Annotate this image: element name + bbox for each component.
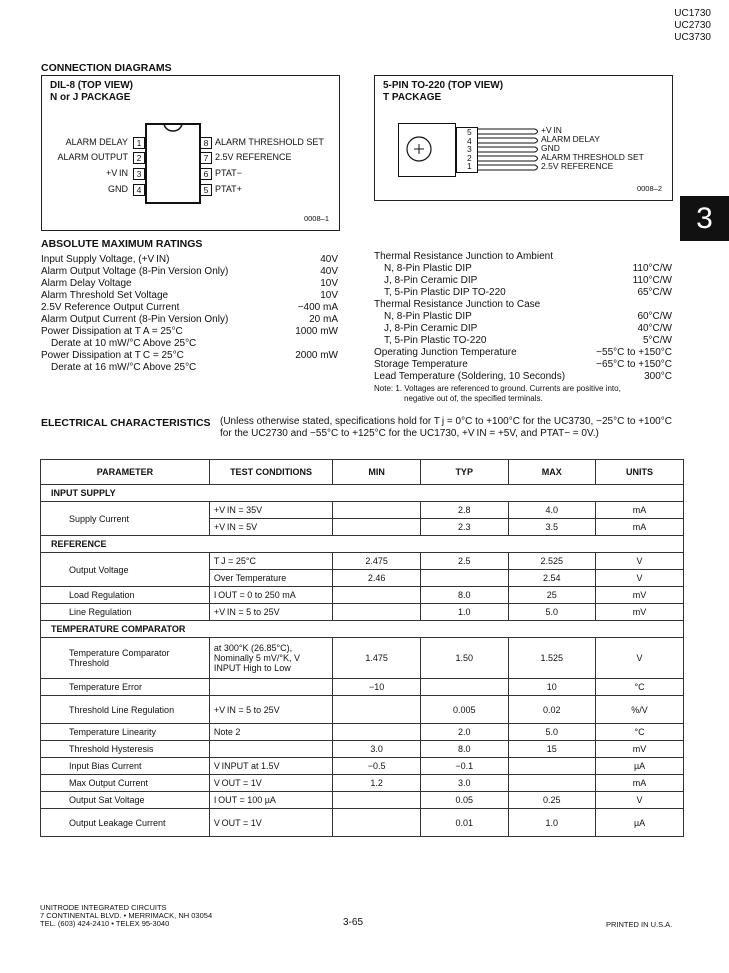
dil8-pin-label: PTAT−	[215, 168, 242, 178]
units-cell: %/V	[596, 696, 684, 724]
rating-value: −65°C to +150°C	[596, 359, 672, 370]
dil8-pin-label: +V IN	[105, 168, 128, 178]
column-header: MIN	[333, 460, 421, 485]
param-cell: Threshold Line Regulation	[41, 696, 210, 724]
company-address	[40, 904, 212, 928]
param-cell: Output Sat Voltage	[41, 792, 210, 809]
rating-label: Alarm Output Current (8-Pin Version Only)	[41, 314, 229, 325]
rating-label: 2.5V Reference Output Current	[41, 302, 180, 313]
max-cell: 5.0	[508, 604, 596, 621]
typ-cell: 0.01	[420, 809, 508, 837]
rating-label: Power Dissipation at T C = 25°C	[41, 350, 184, 361]
table-row	[41, 696, 684, 724]
dil8-pin-number: 3	[133, 168, 145, 180]
units-cell: V	[596, 792, 684, 809]
column-header: MAX	[508, 460, 596, 485]
units-cell: µA	[596, 809, 684, 837]
min-cell	[333, 792, 421, 809]
to220-title	[383, 80, 503, 104]
rating-label: Derate at 16 mW/°C Above 25°C	[51, 362, 197, 373]
dil8-diagram-box	[41, 75, 340, 231]
chip-notch-icon	[163, 123, 183, 133]
company-street: 7 CONTINENTAL BLVD. • MERRIMACK, NH 03054	[40, 911, 213, 920]
min-cell	[333, 587, 421, 604]
rating-value: 40V	[320, 254, 338, 265]
dil8-pin-number: 7	[200, 152, 212, 164]
rating-value: 40V	[320, 266, 338, 277]
param-cell: Line Regulation	[41, 604, 210, 621]
max-cell	[508, 775, 596, 792]
cond-cell: Over Temperature	[209, 570, 332, 587]
units-cell: V	[596, 570, 684, 587]
ec-title: ELECTRICAL CHARACTERISTICS	[41, 417, 211, 429]
rating-label: J, 8-Pin Ceramic DIP	[384, 275, 478, 286]
rating-label: T, 5-Pin Plastic TO-220	[384, 335, 487, 346]
param-cell: Input Bias Current	[41, 758, 210, 775]
table-row	[41, 679, 684, 696]
amr-note	[374, 384, 672, 404]
figure-code: 0008–1	[303, 214, 329, 223]
units-cell: V	[596, 553, 684, 570]
cond-cell: I OUT = 0 to 250 mA	[209, 587, 332, 604]
min-cell	[333, 809, 421, 837]
group-label: REFERENCE	[41, 536, 684, 553]
typ-cell: 3.0	[420, 775, 508, 792]
amr-note-line1: Note: 1. Voltages are referenced to ground. Currents are positive into,	[374, 384, 621, 393]
min-cell: −10	[333, 679, 421, 696]
max-cell: 25	[508, 587, 596, 604]
table-row	[41, 792, 684, 809]
to220-pin-label: 2.5V REFERENCE	[541, 161, 614, 171]
rating-label: N, 8-Pin Plastic DIP	[384, 263, 472, 274]
typ-cell: 8.0	[420, 741, 508, 758]
table-row	[41, 502, 684, 519]
rating-label: Lead Temperature (Soldering, 10 Seconds)	[374, 371, 566, 382]
rating-value: 10V	[320, 290, 338, 301]
max-cell: 10	[508, 679, 596, 696]
table-row	[41, 724, 684, 741]
min-cell	[333, 519, 421, 536]
rating-value: 300°C	[644, 371, 672, 382]
column-header: UNITS	[596, 460, 684, 485]
param-cell: Threshold Hysteresis	[41, 741, 210, 758]
to220-pin-number: 1	[467, 161, 472, 172]
to220-pin-number: 3	[467, 144, 472, 155]
rating-label: Storage Temperature	[374, 359, 468, 370]
min-cell: 1.475	[333, 638, 421, 679]
to220-pin-label: ALARM DELAY	[541, 134, 600, 144]
figure-code: 0008–2	[636, 184, 662, 193]
to220-pin-number: 5	[467, 127, 472, 137]
group-row	[41, 485, 684, 502]
param-cell: Load Regulation	[41, 587, 210, 604]
rating-label: Alarm Threshold Set Voltage	[41, 290, 169, 301]
units-cell: V	[596, 638, 684, 679]
rating-value: 60°C/W	[637, 311, 672, 322]
dil8-pin-label: PTAT+	[215, 184, 242, 194]
column-header: TEST CONDITIONS	[209, 460, 332, 485]
to220-diagram-box	[374, 75, 673, 201]
dil8-pin-label: ALARM OUTPUT	[57, 152, 128, 162]
rating-label: T, 5-Pin Plastic DIP TO-220	[384, 287, 506, 298]
rating-label: Input Supply Voltage, (+V IN)	[41, 254, 170, 265]
units-cell: mV	[596, 741, 684, 758]
electrical-characteristics-table	[40, 459, 684, 837]
max-cell: 4.0	[508, 502, 596, 519]
dil8-title-line2: N or J PACKAGE	[50, 92, 131, 103]
section-tab: 3	[680, 196, 729, 241]
to220-pin-number: 4	[467, 135, 472, 146]
units-cell: mA	[596, 519, 684, 536]
part-number-list	[674, 8, 711, 44]
to220-package-body	[398, 123, 456, 177]
typ-cell: 2.8	[420, 502, 508, 519]
dil8-chip-body	[145, 123, 201, 204]
min-cell	[333, 604, 421, 621]
dil8-pin-label: 2.5V REFERENCE	[215, 152, 292, 162]
rating-value: 110°C/W	[632, 275, 672, 286]
typ-cell: 8.0	[420, 587, 508, 604]
table-row	[41, 741, 684, 758]
rating-value: 110°C/W	[632, 263, 672, 274]
max-cell: 5.0	[508, 724, 596, 741]
min-cell: 2.475	[333, 553, 421, 570]
group-label: INPUT SUPPLY	[41, 485, 684, 502]
to220-pin-label: ALARM THRESHOLD SET	[541, 152, 644, 162]
rating-value: −400 mA	[297, 302, 338, 313]
to220-title-line1: 5-PIN TO-220 (TOP VIEW)	[383, 80, 504, 91]
min-cell: −0.5	[333, 758, 421, 775]
units-cell: µA	[596, 758, 684, 775]
max-cell: 1.525	[508, 638, 596, 679]
dil8-pin-label: ALARM THRESHOLD SET	[215, 137, 324, 147]
table-row	[41, 638, 684, 679]
to220-pin-label: GND	[541, 143, 560, 153]
table-row	[41, 809, 684, 837]
rating-label: Thermal Resistance Junction to Case	[374, 299, 541, 310]
table-row	[41, 587, 684, 604]
printed-note: PRINTED IN U.S.A.	[606, 920, 673, 929]
param-cell: Output Leakage Current	[41, 809, 210, 837]
column-header: PARAMETER	[41, 460, 210, 485]
to220-title-line2: T PACKAGE	[383, 92, 442, 103]
typ-cell: 1.0	[420, 604, 508, 621]
table-row	[41, 604, 684, 621]
rating-value: 20 mA	[309, 314, 338, 325]
typ-cell: 2.3	[420, 519, 508, 536]
dil8-pin-number: 4	[133, 184, 145, 196]
rating-label: Thermal Resistance Junction to Ambient	[374, 251, 553, 262]
mounting-hole-icon	[404, 134, 434, 164]
column-header: TYP	[420, 460, 508, 485]
cond-cell: +V IN = 35V	[209, 502, 332, 519]
typ-cell	[420, 679, 508, 696]
max-cell: 1.0	[508, 809, 596, 837]
rating-value: −55°C to +150°C	[596, 347, 672, 358]
typ-cell: 1.50	[420, 638, 508, 679]
rating-value: 2000 mW	[295, 350, 338, 361]
min-cell: 2.46	[333, 570, 421, 587]
param-cell: Temperature Linearity	[41, 724, 210, 741]
cond-cell: I OUT = 100 µA	[209, 792, 332, 809]
dil8-pin-number: 8	[200, 137, 212, 149]
units-cell: °C	[596, 724, 684, 741]
dil8-pin-number: 5	[200, 184, 212, 196]
table-row	[41, 553, 684, 570]
part-number: UC2730	[674, 20, 711, 31]
rating-value: 5°C/W	[643, 335, 672, 346]
dil8-pin-number: 1	[133, 137, 145, 149]
company-name: UNITRODE INTEGRATED CIRCUITS	[40, 903, 167, 912]
dil8-pin-label: ALARM DELAY	[65, 137, 128, 147]
rating-value: 1000 mW	[295, 326, 338, 337]
dil8-pin-label: GND	[108, 184, 128, 194]
cond-cell	[209, 741, 332, 758]
ec-conditions: (Unless otherwise stated, specifications hold for T j = 0°C to +100°C for the UC3730, −25°C to +100°C for the UC2730 and −55°C to +125°C for the UC1730, +V IN = +5V, and PTAT− = 0V.)	[220, 416, 672, 439]
units-cell: °C	[596, 679, 684, 696]
typ-cell: 0.05	[420, 792, 508, 809]
page-number: 3-65	[343, 917, 364, 928]
cond-cell: +V IN = 5 to 25V	[209, 604, 332, 621]
cond-cell: V INPUT at 1.5V	[209, 758, 332, 775]
param-cell: Max Output Current	[41, 775, 210, 792]
units-cell: mV	[596, 604, 684, 621]
max-cell: 0.25	[508, 792, 596, 809]
max-cell: 2.525	[508, 553, 596, 570]
rating-label: Alarm Delay Voltage	[41, 278, 132, 289]
group-label: TEMPERATURE COMPARATOR	[41, 621, 684, 638]
to220-pin-number: 2	[467, 152, 472, 163]
amr-note-line2: negative out of, the specified terminals.	[404, 394, 543, 403]
table-row	[41, 758, 684, 775]
units-cell: mA	[596, 775, 684, 792]
min-cell	[333, 696, 421, 724]
group-row	[41, 621, 684, 638]
rating-value: 40°C/W	[637, 323, 672, 334]
rating-label: N, 8-Pin Plastic DIP	[384, 311, 472, 322]
amr-title: ABSOLUTE MAXIMUM RATINGS	[41, 238, 203, 250]
typ-cell: 2.0	[420, 724, 508, 741]
cond-cell: V OUT = 1V	[209, 809, 332, 837]
to220-pin-label: +V IN	[541, 125, 562, 135]
min-cell: 1.2	[333, 775, 421, 792]
units-cell: mV	[596, 587, 684, 604]
cond-cell: +V IN = 5V	[209, 519, 332, 536]
min-cell: 3.0	[333, 741, 421, 758]
cond-cell: V OUT = 1V	[209, 775, 332, 792]
rating-value: 10V	[320, 278, 338, 289]
rating-label: J, 8-Pin Ceramic DIP	[384, 323, 478, 334]
units-cell: mA	[596, 502, 684, 519]
max-cell: 3.5	[508, 519, 596, 536]
param-cell: Supply Current	[41, 502, 210, 536]
max-cell: 0.02	[508, 696, 596, 724]
min-cell	[333, 724, 421, 741]
connection-diagrams-title: CONNECTION DIAGRAMS	[41, 62, 172, 74]
max-cell: 2.54	[508, 570, 596, 587]
rating-label: Operating Junction Temperature	[374, 347, 517, 358]
part-number: UC1730	[674, 8, 711, 19]
rating-label: Derate at 10 mW/°C Above 25°C	[51, 338, 197, 349]
param-cell: Output Voltage	[41, 553, 210, 587]
cond-cell	[209, 679, 332, 696]
table-header-row	[41, 460, 684, 485]
dil8-pin-number: 2	[133, 152, 145, 164]
cond-cell: Note 2	[209, 724, 332, 741]
typ-cell	[420, 570, 508, 587]
rating-label: Power Dissipation at T A = 25°C	[41, 326, 183, 337]
rating-label: Alarm Output Voltage (8-Pin Version Only)	[41, 266, 229, 277]
table-row	[41, 775, 684, 792]
to220-pin-block	[456, 127, 478, 173]
typ-cell: −0.1	[420, 758, 508, 775]
dil8-title	[50, 80, 133, 104]
max-cell: 15	[508, 741, 596, 758]
max-cell	[508, 758, 596, 775]
cond-cell: at 300°K (26.85°C), Nominally 5 mV/°K, V INPUT High to Low	[209, 638, 332, 679]
param-cell: Temperature Error	[41, 679, 210, 696]
dil8-title-line1: DIL-8 (TOP VIEW)	[50, 80, 133, 91]
typ-cell: 2.5	[420, 553, 508, 570]
typ-cell: 0.005	[420, 696, 508, 724]
rating-value: 65°C/W	[637, 287, 672, 298]
group-row	[41, 536, 684, 553]
dil8-pin-number: 6	[200, 168, 212, 180]
cond-cell: +V IN = 5 to 25V	[209, 696, 332, 724]
min-cell	[333, 502, 421, 519]
company-phone: TEL. (603) 424-2410 • TELEX 95-3040	[40, 919, 170, 928]
part-number: UC3730	[674, 32, 711, 43]
param-cell: Temperature Comparator Threshold	[41, 638, 210, 679]
cond-cell: T J = 25°C	[209, 553, 332, 570]
to220-leads	[477, 127, 543, 173]
